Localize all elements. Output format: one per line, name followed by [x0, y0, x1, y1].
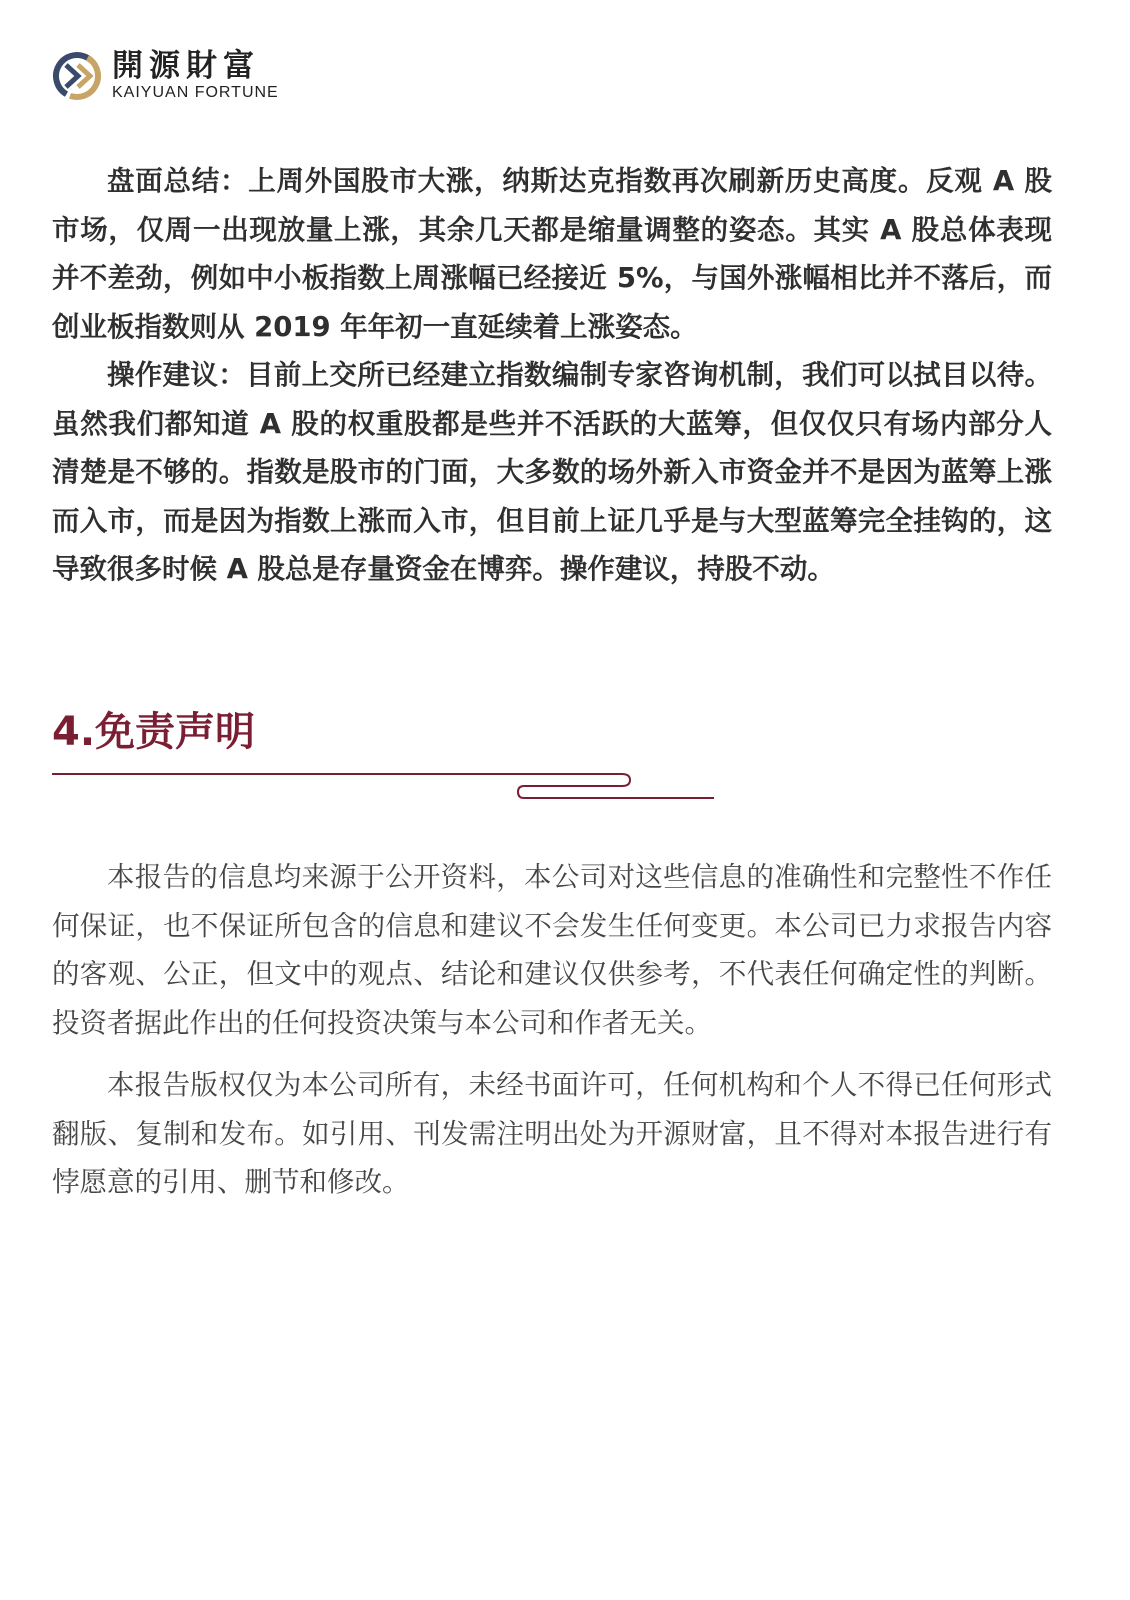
- kaiyuan-logo-icon: [52, 51, 102, 101]
- operation-advice-paragraph: 操作建议：目前上交所已经建立指数编制专家咨询机制，我们可以拭目以待。虽然我们都知道 A 股的权重股都是些并不活跃的大蓝筹，但仅仅只有场内部分人清楚是不够的。指数是股市的门面，大多数的场外新入市资金并不是因为蓝筹上涨而入市，而是因为指数上涨而入市，但目前上证几乎是与大型蓝筹完全挂钩的，这导致很多时候 A 股总是存量资金在博弈。操作建议，持股不动。: [52, 359, 1052, 585]
- section-divider: [52, 766, 722, 806]
- brand-name-cn: 開源財富: [112, 48, 260, 84]
- brand: [112, 50, 279, 102]
- disclaimer-paragraph-2: 本报告版权仅为本公司所有，未经书面许可，任何机构和个人不得已任何形式翻版、复制和发布。如引用、刊发需注明出处为开源财富，且不得对本报告进行有悖愿意的引用、删节和修改。: [52, 1069, 1052, 1198]
- disclaimer-paragraph-1: 本报告的信息均来源于公开资料，本公司对这些信息的准确性和完整性不作任何保证，也不保证所包含的信息和建议不会发生任何变更。本公司已力求报告内容的客观、公正，但文中的观点、结论和建议仅供参考，不代表任何确定性的判断。投资者据此作出的任何投资决策与本公司和作者无关。: [52, 861, 1052, 1039]
- section-title: 4.免责声明: [52, 709, 256, 755]
- header: [52, 50, 279, 102]
- market-summary-paragraph: 盘面总结：上周外国股市大涨，纳斯达克指数再次刷新历史高度。反观 A 股市场，仅周一出现放量上涨，其余几天都是缩量调整的姿态。其实 A 股总体表现并不差劲，例如中小板指数上周涨幅已经接近 5%，与国外涨幅相比并不落后，而创业板指数则从 2019 年年初一直延续着上涨姿态。: [52, 165, 1052, 343]
- brand-name-en: KAIYUAN FORTUNE: [112, 84, 279, 101]
